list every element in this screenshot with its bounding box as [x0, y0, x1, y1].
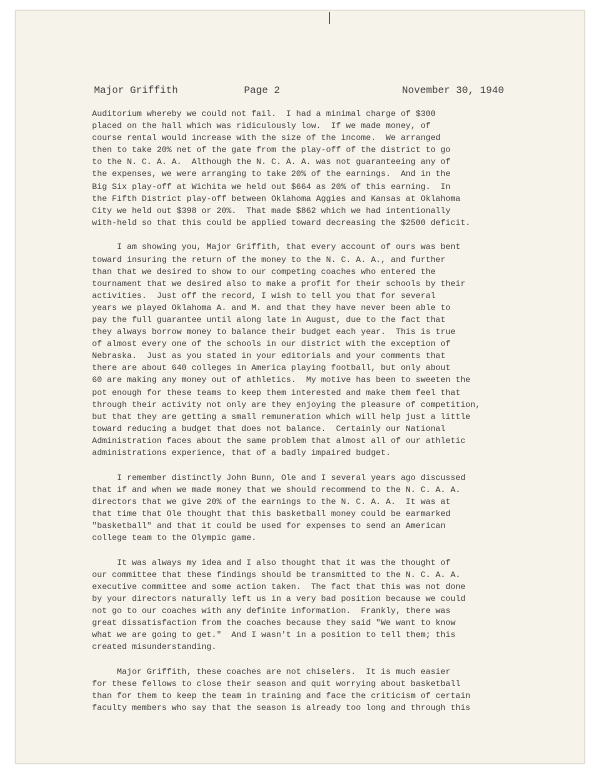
text-line: Administration faces about the same problem that almost all of our athletic [92, 436, 466, 446]
text-line: directors that we give 20% of the earnings to the N. C. A. A. It was at [92, 497, 451, 507]
text-line: created misunderstanding. [92, 643, 217, 653]
text-line: City we held out $398 or 20%. That made $862 which we had intentionally [92, 206, 451, 216]
text-line: than that we desired to show to our competing coaches who entered the [92, 267, 436, 277]
letter-paragraph [92, 667, 512, 715]
text-line: what we are going to get." And I wasn't in a position to tell them; this [92, 631, 456, 641]
text-line: they always borrow money to balance their budget each year. This is true [92, 328, 456, 338]
text-line: It was always my idea and I also thought that it was the thought of [92, 558, 451, 568]
text-line: for these fellows to close their season and quit worrying about basketball [92, 680, 461, 690]
text-line: Major Griffith, these coaches are not chiselers. It is much easier [92, 667, 451, 677]
text-line: there are about 640 colleges in America playing football, but only about [92, 364, 451, 374]
text-line: faculty members who say that the season is already too long and through this [92, 704, 471, 714]
text-line: toward reducing a budget that does not balance. Certainly our National [92, 424, 446, 434]
text-line: "basketball" and that it could be used for expenses to send an American [92, 522, 446, 531]
letter-body [92, 109, 512, 728]
header-page-number: Page 2 [244, 86, 281, 97]
letter-paragraph [92, 473, 512, 546]
text-line: with-held so that this could be applied toward decreasing the $2500 deficit. [92, 218, 471, 228]
text-line: years we played Oklahoma A. and M. and that they have never been able to [92, 303, 451, 313]
text-line: that if and when we made money that we should recommend to the N. C. A. A. [92, 485, 461, 495]
text-line: 60 are making any money out of athletics. My motive has been to sweeten the [92, 376, 471, 386]
text-line: I am showing you, Major Griffith, that every account of ours was bent [92, 243, 461, 253]
text-line: pot enough for these teams to keep them interested and make them feel that [92, 388, 461, 398]
text-line: the Fifth District play-off between Oklahoma Aggies and Kansas at Oklahoma [92, 194, 461, 204]
text-line: to the N. C. A. A. Although the N. C. A. A. was not guaranteeing any of [92, 158, 451, 168]
text-line: Big Six play-off at Wichita we held out $664 as 20% of this earning. In [92, 182, 451, 192]
text-line: then to take 20% net of the gate from the play-off of the district to go [92, 146, 451, 156]
text-line: through their activity not only are they enjoying the pleasure of competition, [92, 400, 481, 410]
text-line: administrations experience, that of a badly impaired budget. [92, 449, 391, 459]
text-line: college team to the Olympic game. [92, 534, 257, 544]
text-line: than for them to keep the team in training and face the criticism of certain [92, 692, 471, 702]
text-line: not go to our coaches with any definite information. Frankly, there was [92, 607, 451, 617]
text-line: activities. Just off the record, I wish to tell you that for several [92, 291, 436, 301]
text-line: toward insuring the return of the money to the N. C. A. A., and further [92, 255, 446, 265]
header-date: November 30, 1940 [401, 86, 504, 97]
text-line: of almost every one of the schools in our district with the exception of [92, 340, 451, 350]
text-line: executive committee and some action taken. The fact that this was not done [92, 582, 466, 592]
letter-paragraph [92, 558, 512, 655]
text-line: tournament that we desired also to make a profit for their schools by their [92, 279, 466, 289]
text-line: but that they are getting a small remuneration which will help just a little [92, 412, 471, 422]
text-line: the expenses, we were arranging to take 20% of the earnings. And in the [92, 170, 451, 180]
header-recipient: Major Griffith [94, 86, 179, 97]
text-line: our committee that these findings should be transmitted to the N. C. A. A. [92, 570, 461, 580]
letter-header [94, 86, 504, 100]
text-line: placed on the hall which was ridiculously low. If we made money, of [92, 122, 431, 132]
letter-paragraph [92, 109, 512, 230]
text-line: Nebraska. Just as you stated in your editorials and your comments that [92, 352, 446, 362]
page-top-mark [329, 12, 330, 24]
text-line: Auditorium whereby we could not fail. I had a minimal charge of $300 [92, 110, 436, 119]
text-line: course rental would increase with the size of the income. We arranged [92, 134, 441, 144]
text-line: I remember distinctly John Bunn, Ole and I several years ago discussed [92, 473, 466, 483]
text-line: by your directors naturally left us in a very bad position because we could [92, 594, 466, 604]
text-line: pay the full guarantee until along late in August, due to the fact that [92, 316, 446, 325]
text-line: that time that Ole thought that this basketball money could be earmarked [92, 509, 451, 519]
text-line: great dissatisfaction from the coaches because they said "We want to know [92, 619, 456, 629]
letter-paragraph [92, 242, 512, 460]
